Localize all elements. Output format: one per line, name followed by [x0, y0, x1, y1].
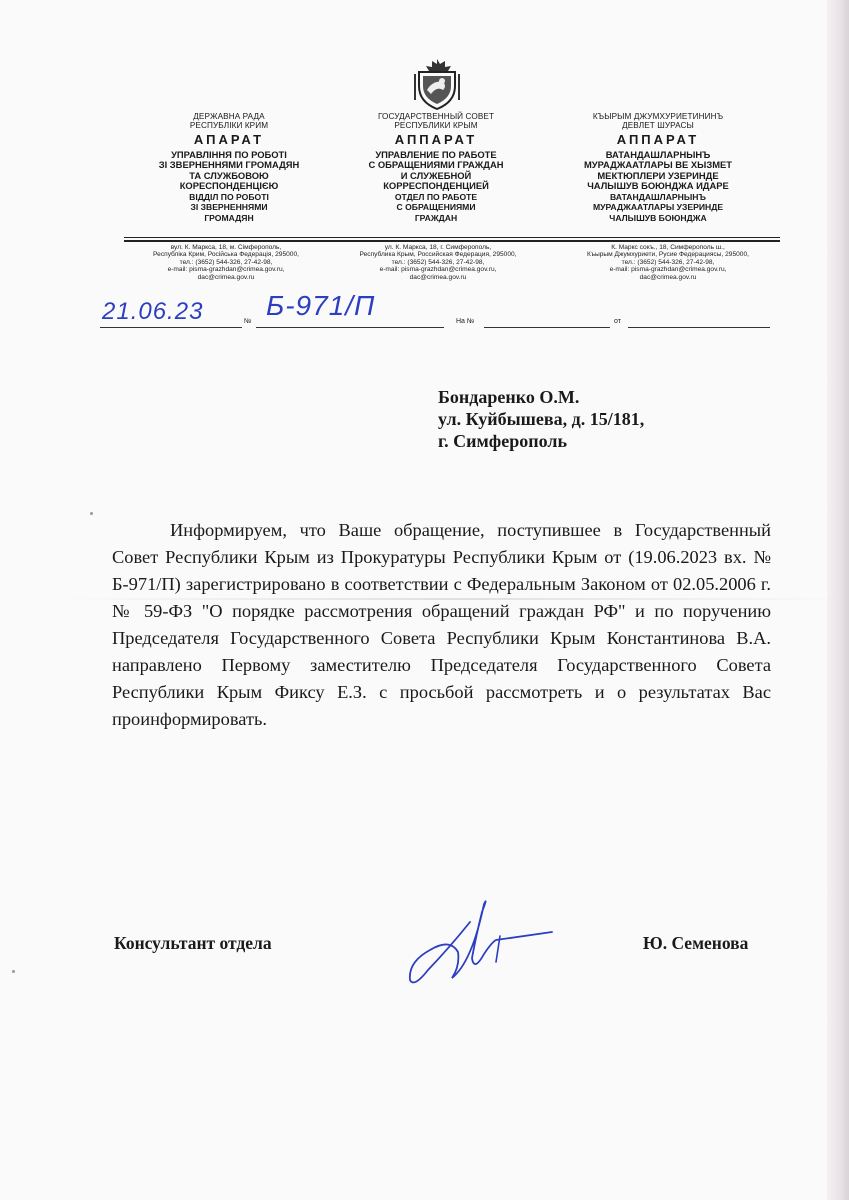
subdivision-line: ВАТАНДАШЛАРНЫНЪ — [610, 191, 706, 202]
address-line: dac@crimea.gov.ru — [409, 273, 467, 281]
department-line: С ОБРАЩЕНИЯМИ ГРАЖДАН — [368, 159, 504, 171]
subdivision-line: МУРАДЖААТЛАРЫ УЗЕРИНДЕ — [592, 202, 724, 213]
na-label: На № — [456, 318, 475, 325]
address-line: Республика Крым, Российская Федерация, 295000, — [359, 251, 517, 259]
subdivision-line: ВІДДІЛ ПО РОБОТІ — [189, 191, 269, 202]
address-line: тел.: (3652) 544-326, 27-42-98, — [391, 258, 485, 266]
handwritten-number: Б-971/П — [266, 290, 376, 321]
department-line: МЕКТЮПЛЕРИ УЗЕРИНДЕ — [597, 169, 719, 181]
signatory-name: Ю. Семенова — [643, 933, 749, 953]
org-name-line: РЕСПУБЛИКИ КРЫМ — [394, 121, 478, 130]
department-line: ВАТАНДАШЛАРНЫНЪ — [605, 149, 711, 160]
subdivision-line: ОТДЕЛ ПО РАБОТЕ — [394, 191, 478, 202]
subdivision-line: ЧАЛЫШУВ БОЮНДЖА — [609, 212, 707, 223]
number-label: № — [244, 318, 252, 325]
address-line: Республіка Крим, Російська Федерація, 295000, — [153, 251, 299, 259]
subdivision-line: С ОБРАЩЕНИЯМИ — [396, 202, 476, 213]
apparat-title: АППАРАТ — [616, 132, 700, 147]
subdivision-line: ЗІ ЗВЕРНЕННЯМИ — [190, 202, 268, 213]
department-line: МУРАДЖААТЛАРЫ ВЕ ХЫЗМЕТ — [583, 159, 732, 171]
address-line: тел.: (3652) 544-326, 27-42-98, — [621, 258, 715, 266]
address-line: e-mail: pisma-grazhdan@crimea.gov.ru, — [609, 266, 727, 274]
org-name-line: ДЕВЛЕТ ШУРАСЫ — [622, 121, 694, 130]
signatory-position: Консультант отдела — [114, 933, 272, 953]
letter-body: Информируем, что Ваше обращение, поступившее в Государственный Совет Республики Крым из Прокуратуры Республики Крым от (19.06.2023 вх. № Б-971/П) зарегистрировано в соответствии с Федеральным Законом от 02.05.2006 г. № 59-ФЗ "О порядке рассмотрения обращений граждан РФ" и по поручению Председателя Государственного Совета Республики Крым Константинова В.А. направлено Первому заместителю Председателя Государственного Совета Республики Крым Фиксу Е.З. с просьбой рассмотреть и о результатах Вас проинформировать. — [112, 520, 771, 729]
address-line: dac@crimea.gov.ru — [197, 273, 255, 281]
department-line: КОРРЕСПОНДЕНЦИЕЙ — [383, 180, 489, 192]
scan-speck — [12, 970, 15, 973]
date-line — [100, 327, 242, 328]
address-line: e-mail: pisma-grazhdan@crimea.gov.ru, — [167, 266, 285, 274]
page-edge-shadow — [827, 0, 849, 1200]
recipient-name: Бондаренко О.М. — [438, 387, 580, 407]
header-column-ukrainian — [138, 112, 320, 223]
handwritten-signature — [400, 892, 560, 996]
address-block-russian — [342, 244, 534, 281]
address-line: К. Маркс сокъ., 18, Симферополь ш., — [611, 244, 725, 251]
address-block-crimean-tatar — [580, 244, 756, 281]
scan-speck — [90, 512, 93, 515]
department-line: КОРЕСПОНДЕНЦІЄЮ — [179, 180, 279, 192]
department-line: ТА СЛУЖБОВОЮ — [189, 169, 269, 181]
department-line: УПРАВЛЕНИЕ ПО РАБОТЕ — [375, 149, 497, 160]
header-divider — [124, 240, 780, 242]
recipient-block — [438, 386, 644, 452]
header-column-russian — [346, 112, 526, 223]
subdivision-line: ГРАЖДАН — [414, 212, 458, 223]
department-line: ЧАЛЫШУВ БОЮНДЖА ИДАРЕ — [587, 180, 729, 192]
ot-label: от — [614, 318, 621, 325]
recipient-city: г. Симферополь — [438, 431, 567, 451]
na-line — [484, 327, 610, 328]
org-name-line: РЕСПУБЛІКИ КРИМ — [189, 121, 269, 130]
address-line: вул. К. Маркса, 18, м. Сімферополь, — [170, 244, 282, 251]
address-line: тел.: (3652) 544-326, 27-42-98, — [179, 258, 273, 266]
department-line: ЗІ ЗВЕРНЕННЯМИ ГРОМАДЯН — [158, 159, 300, 171]
address-line: dac@crimea.gov.ru — [639, 273, 697, 281]
address-block-ukrainian — [134, 244, 318, 281]
department-line: УПРАВЛІННЯ ПО РОБОТІ — [171, 149, 287, 160]
address-line: Къырым Джумхуриети, Русие Федерациясы, 295000, — [587, 251, 749, 259]
number-line — [256, 327, 444, 328]
header-column-crimean-tatar — [566, 112, 750, 223]
address-line: ул. К. Маркса, 18, г. Симферополь, — [384, 244, 492, 251]
header-divider — [124, 237, 780, 238]
crimea-emblem-icon — [409, 56, 465, 112]
ot-line — [628, 327, 770, 328]
recipient-street: ул. Куйбышева, д. 15/181, — [438, 409, 645, 429]
org-name-line: ДЕРЖАВНА РАДА — [193, 112, 265, 121]
org-name-line: ГОСУДАРСТВЕННЫЙ СОВЕТ — [377, 112, 495, 121]
apparat-title: АППАРАТ — [394, 132, 478, 147]
org-name-line: КЪЫРЫМ ДЖУМХУРИЕТИНИНЪ — [592, 112, 724, 121]
handwritten-date: 21.06.23 — [102, 298, 204, 325]
address-line: e-mail: pisma-grazhdan@crimea.gov.ru, — [379, 266, 497, 274]
department-line: И СЛУЖЕБНОЙ — [400, 169, 472, 181]
subdivision-line: ГРОМАДЯН — [204, 212, 254, 223]
apparat-title: АПАРАТ — [193, 132, 265, 147]
